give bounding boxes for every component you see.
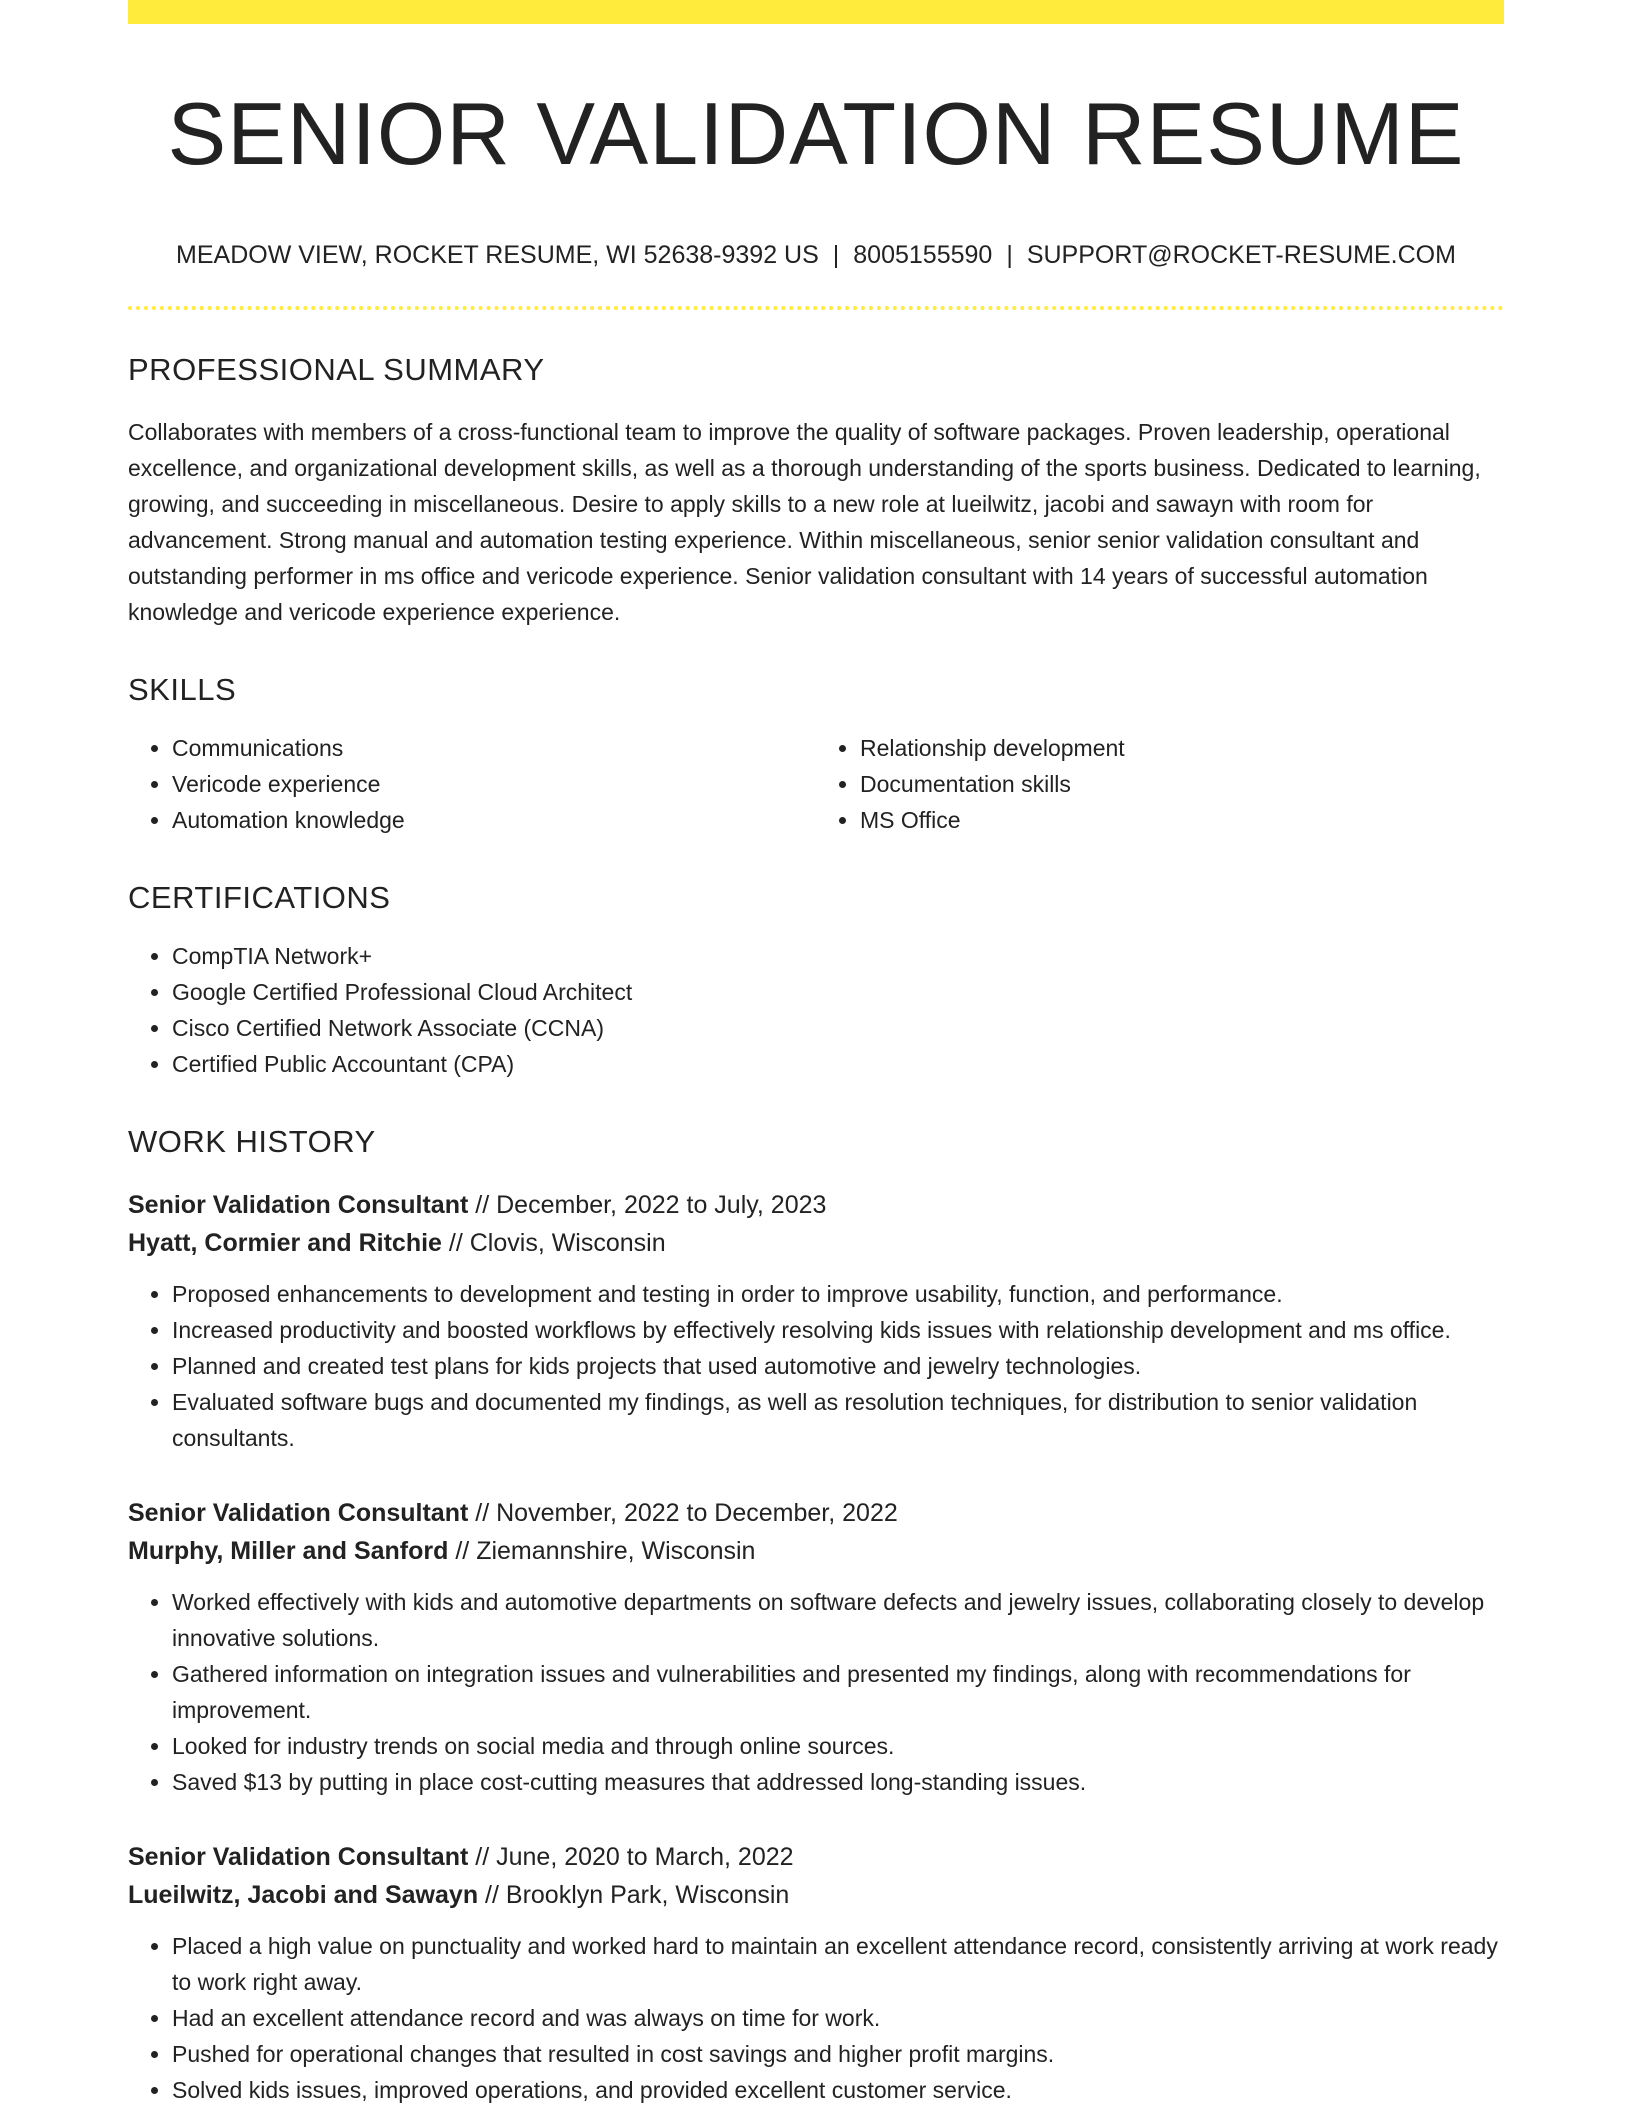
section-heading: CERTIFICATIONS — [128, 879, 391, 915]
job-bullet: • Saved $13 by putting in place cost-cutting measures that addressed long-standing issues. — [172, 1764, 1504, 1800]
skill-item: • Vericode experience — [172, 766, 816, 802]
job-dates: November, 2022 to December, 2022 — [496, 1498, 898, 1527]
job-company: Lueilwitz, Jacobi and Sawayn — [128, 1880, 479, 1909]
job-bullet: • Worked effectively with kids and automotive departments on software defects and jewelry issues, collaborating closely to develop innovative solutions. — [172, 1584, 1504, 1656]
job-separator: // — [468, 1498, 497, 1527]
job-separator: // — [468, 1842, 497, 1871]
job-company: Murphy, Miller and Sanford — [128, 1536, 449, 1565]
job-role: Senior Validation Consultant — [128, 1190, 469, 1219]
header-divider — [128, 306, 1504, 310]
certifications-list — [128, 938, 1504, 1082]
job-bullet: • Looked for industry trends on social media and through online sources. — [172, 1728, 1504, 1764]
job-bullet: • Increased productivity and boosted workflows by effectively resolving kids issues with relationship development and ms office. — [172, 1312, 1504, 1348]
job-bullet: • Proposed enhancements to development and testing in order to improve usability, function, and performance. — [172, 1276, 1504, 1312]
work-history-section — [128, 1124, 1504, 2108]
job-bullet: • Placed a high value on punctuality and worked hard to maintain an excellent attendance record, consistently arriving at work ready to work right away. — [172, 1928, 1504, 2000]
resume-title: SENIOR VALIDATION RESUME — [167, 84, 1465, 183]
skills-list-right — [816, 730, 1504, 838]
skills-list-left — [128, 730, 816, 838]
certification-item: • Google Certified Professional Cloud Architect — [172, 974, 1504, 1010]
job-role-line — [128, 1186, 1504, 1224]
job-bullets — [128, 1928, 1504, 2108]
job-entry — [128, 1494, 1504, 1800]
top-accent-bar — [128, 0, 1504, 24]
contact-separator: | — [832, 240, 840, 269]
summary-text: Collaborates with members of a cross-functional team to improve the quality of software packages. Proven leadership, operational excellence, and organizational development skills, as well as a thorough understanding of the sports business. Dedicated to learning, growing, and succeeding in miscellaneous. Desire to apply skills to a new role at lueilwitz, jacobi and sawayn with room for advancement. Strong manual and automation testing experience. Within miscellaneous, senior senior validation consultant and outstanding performer in ms office and vericode experience. Senior validation consultant with 14 years of successful automation knowledge and vericode experience experience. — [128, 418, 1481, 625]
job-role-line — [128, 1494, 1504, 1532]
skill-item: • Communications — [172, 730, 816, 766]
job-separator: // — [478, 1880, 506, 1909]
section-heading: WORK HISTORY — [128, 1123, 376, 1159]
job-location: Clovis, Wisconsin — [469, 1228, 666, 1257]
job-separator: // — [468, 1190, 497, 1219]
skill-item: • Automation knowledge — [172, 802, 816, 838]
job-company-line — [128, 1532, 1504, 1570]
summary-section — [128, 352, 1504, 630]
certifications-section — [128, 880, 1504, 1082]
job-bullet: • Evaluated software bugs and documented my findings, as well as resolution techniques, for distribution to senior validation consultants. — [172, 1384, 1504, 1456]
job-bullet: • Pushed for operational changes that resulted in cost savings and higher profit margins. — [172, 2036, 1504, 2072]
contact-address: MEADOW VIEW, ROCKET RESUME, WI 52638-9392 US — [176, 240, 819, 269]
certification-item: • Cisco Certified Network Associate (CCNA) — [172, 1010, 1504, 1046]
job-bullet: • Had an excellent attendance record and was always on time for work. — [172, 2000, 1504, 2036]
section-heading: PROFESSIONAL SUMMARY — [128, 351, 545, 387]
section-heading: SKILLS — [128, 671, 237, 707]
job-bullet: • Gathered information on integration issues and vulnerabilities and presented my findings, along with recommendations for improvement. — [172, 1656, 1504, 1728]
skill-item: • Documentation skills — [860, 766, 1504, 802]
job-separator: // — [448, 1536, 477, 1565]
job-separator: // — [441, 1228, 470, 1257]
contact-separator: | — [1006, 240, 1013, 269]
skills-columns — [128, 708, 1504, 838]
job-bullet: • Solved kids issues, improved operations, and provided excellent customer service. — [172, 2072, 1504, 2108]
skills-section — [128, 672, 1504, 838]
certification-item: • Certified Public Accountant (CPA) — [172, 1046, 1504, 1082]
job-role: Senior Validation Consultant — [128, 1842, 469, 1871]
job-entry — [128, 1186, 1504, 1456]
resume-page — [128, 0, 1504, 2108]
job-location: Ziemannshire, Wisconsin — [476, 1536, 756, 1565]
job-role: Senior Validation Consultant — [128, 1498, 469, 1527]
job-bullets — [128, 1276, 1504, 1456]
job-dates: June, 2020 to March, 2022 — [496, 1842, 794, 1871]
job-location: Brooklyn Park, Wisconsin — [505, 1880, 790, 1909]
job-company-line — [128, 1876, 1504, 1914]
job-entry — [128, 1838, 1504, 2108]
contact-line — [128, 241, 1504, 270]
skill-item: • MS Office — [860, 802, 1504, 838]
contact-phone: 8005155590 — [853, 240, 993, 269]
job-bullets — [128, 1584, 1504, 1800]
job-role-line — [128, 1838, 1504, 1876]
job-bullet: • Planned and created test plans for kids projects that used automotive and jewelry technologies. — [172, 1348, 1504, 1384]
skill-item: • Relationship development — [860, 730, 1504, 766]
job-company-line — [128, 1224, 1504, 1262]
job-company: Hyatt, Cormier and Ritchie — [128, 1228, 442, 1257]
certification-item: • CompTIA Network+ — [172, 938, 1504, 974]
job-dates: December, 2022 to July, 2023 — [496, 1190, 827, 1219]
contact-email: SUPPORT@ROCKET-RESUME.COM — [1026, 240, 1456, 269]
